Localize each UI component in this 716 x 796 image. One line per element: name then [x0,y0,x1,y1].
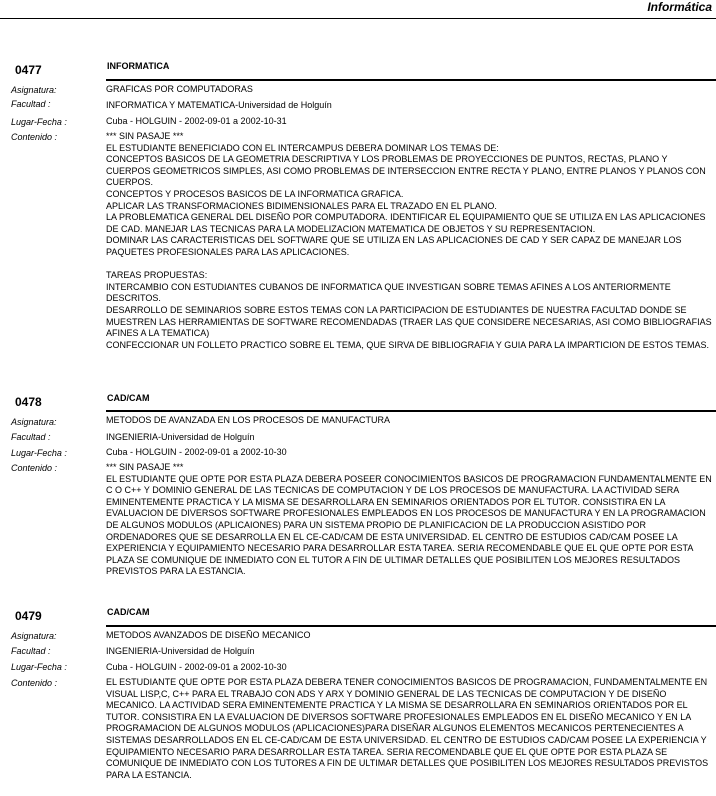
contenido-text: *** SIN PASAJE *** EL ESTUDIANTE QUE OPTE POR ESTA PLAZA DEBERA POSEER CONOCIMIENTOS BASICOS DE PROGRAMACION FUNDAMENTALMENTE EN C O C++ Y DOMINIO GENERAL DE LAS TECNICAS DE COMPUTACION Y DE LOS PROCESOS DE MANUFACTURA. LA ACTIVIDAD SERA EMINENTEMENTE PRACTICA Y LA MISMA SE DESARROLLARA EN SEMINARIOS ORIENTADOS POR EL TUTOR. CONSISTIRA EN LA EVALUACION DE DIVERSOS SOFTWARE PROFESIONALES EMPLEADOS EN LOS PROCESOS DE MANUFACTURA Y EN LA PROGRAMACION DE ALGUNOS MODULOS (APLICAIONES) PARA UN SISTEMA PROPIO DE PLANIFICACION DE LA PRODUCCION ASISTIDO POR ORDENADORES QUE SE DESARROLLA EN EL CE-CAD/CAM DE ESTA UNIVERSIDAD. EL CENTRO DE ESTUDIOS CAD/CAM POSEE LA EXPERIENCIA Y EQUIPAMIENTO NECESARIO PARA DESARROLLAR ESTA TAREA. SERIA RECOMENDABLE QUE EL QUE OPTE POR ESTA PLAZA SE COMUNIQUE DE INMEDIATO CON EL TUTOR A FIN DE ULTIMAR DETALLES QUE POSIBILITEN LOS MEJORES RESULTADOS PREVISTOS PARA LA ESTANCIA. [106,462,712,577]
lugar-fecha-value: Cuba - HOLGUIN - 2002-09-01 a 2002-10-30 [106,447,287,457]
lugar-fecha-label: Lugar-Fecha : [11,448,67,458]
entry-divider [106,410,716,412]
lugar-fecha-value: Cuba - HOLGUIN - 2002-09-01 a 2002-10-30 [106,662,287,672]
contenido-label: Contenido : [11,678,58,688]
header-divider [0,18,716,19]
asignatura-label: Asignatura: [11,85,57,95]
contenido-text: EL ESTUDIANTE QUE OPTE POR ESTA PLAZA DEBERA TENER CONOCIMIENTOS BASICOS DE PROGRAMACION, FUNDAMENTALMENTE EN VISUAL LISP,C, C++ PARA EL TRABAJO CON ADS Y ARX Y DOMINIO GENERAL DE LAS TECNICAS DE COMPUTACION Y DE DISEÑO MECANICO. LA ACTIVIDAD SERA EMINENTEMENTE PRACTICA Y LA MISMA SE DESARROLLARA EN SEMINARIOS ORIENTADOS POR EL TUTOR. CONSISTIRA EN LA EVALUACION DE DIVERSOS SOFTWARE PROFESIONALES EMPLEADOS EN EL DISEÑO MECANICO Y EN LA PROGRAMACION DE ALGUNOS MODULOS (APLICACIONES)PARA DISEÑAR ALGUNOS ELEMENTOS MECANICOS PERTENECIENTES A SISTEMAS DESARROLLADOS EN EL CE-CAD/CAM DE ESTA UNIVERSIDAD. EL CENTRO DE ESTUDIOS CAD/CAM POSEE LA EXPERIENCIA Y EQUIPAMIENTO NECESARIO PARA DESARROLLAR ESTA TAREA. SERIA RECOMENDABLE QUE EL QUE OPTE POR ESTA PLAZA SE COMUNIQUE DE INMEDIATO CON LOS TUTORES A FIN DE ULTIMAR DETALLES QUE POSIBILITEN LOS MEJORES RESULTADOS PREVISTOS PARA LA ESTANCIA. [106,677,709,780]
entry-area: CAD/CAM [107,393,150,403]
entry-divider [106,625,716,627]
entry-code: 0479 [15,609,42,623]
lugar-fecha-label: Lugar-Fecha : [11,662,67,672]
entry-code: 0477 [15,63,42,77]
contenido-label: Contenido : [11,132,58,142]
asignatura-label: Asignatura: [11,417,57,427]
asignatura-value: METODOS DE AVANZADA EN LOS PROCESOS DE MANUFACTURA [106,415,391,425]
entry-divider [106,79,716,81]
asignatura-value: GRAFICAS POR COMPUTADORAS [106,84,253,94]
asignatura-label: Asignatura: [11,631,57,641]
entry-area: CAD/CAM [107,607,150,617]
lugar-fecha-label: Lugar-Fecha : [11,117,67,127]
facultad-label: Facultad : [11,646,51,656]
facultad-label: Facultad : [11,99,51,109]
contenido-label: Contenido : [11,463,58,473]
facultad-value: INGENIERIA-Universidad de Holguín [106,432,255,442]
facultad-value: INGENIERIA-Universidad de Holguín [106,646,255,656]
facultad-label: Facultad : [11,432,51,442]
contenido-text: *** SIN PASAJE *** EL ESTUDIANTE BENEFICIADO CON EL INTERCAMPUS DEBERA DOMINAR LOS TEMAS DE: CONCEPTOS BASICOS DE LA GEOMETRIA DESCRIPTIVA Y LOS PROBLEMAS DE PROYECCIONES DE PUNTOS, RECTAS, PLANO Y CUERPOS GEOMETRICOS SIMPLES, ASI COMO PROBLEMAS DE INTERSECCION ENTRE RECTA Y PLANO, ENTRE PLANOS Y PLANOS CON CUERPOS. CONCEPTOS Y PROCESOS BASICOS DE LA INFORMATICA GRAFICA. APLICAR LAS TRANSFORMACIONES BIDIMENSIONALES PARA EL TRAZADO EN EL PLANO. LA PROBLEMATICA GENERAL DEL DISEÑO POR COMPUTADORA. IDENTIFICAR EL EQUIPAMIENTO QUE SE UTILIZA EN LAS APLICACIONES DE CAD. MANEJAR LAS TECNICAS PARA LA MODELIZACION MATEMATICA DE OBJETOS Y SU REPRESENTACION. DOMINAR LAS CARACTERISTICAS DEL SOFTWARE QUE SE UTILIZA EN LAS APLICACIONES DE CAD Y SER CAPAZ DE MANEJAR LOS PAQUETES PROFESIONALES PARA LAS APLICACIONES. TAREAS PROPUESTAS: INTERCAMBIO CON ESTUDIANTES CUBANOS DE INFORMATICA QUE INVESTIGAN SOBRE TEMAS AFINES A LOS ANTERIORMENTE DESCRITOS. DESARROLLO DE SEMINARIOS SOBRE ESTOS TEMAS CON LA PARTICIPACION DE ESTUDIANTES DE NUESTRA FACULTAD DONDE SE MUESTREN LAS HERRAMIENTAS DE SOFTWARE RECOMENDADAS (TRAER LAS QUE CONSIDERE NECESARIAS, ASI COMO BIBLIOGRAFIAS AFINES A LA TEMATICA) CONFECCIONAR UN FOLLETO PRACTICO SOBRE EL TEMA, QUE SIRVA DE BIBLIOGRAFIA Y GUIA PARA LA IMPARTICION DE ESTOS TEMAS. [106,131,712,350]
page-title: Informática [647,0,712,14]
lugar-fecha-value: Cuba - HOLGUIN - 2002-09-01 a 2002-10-31 [106,116,287,126]
asignatura-value: METODOS AVANZADOS DE DISEÑO MECANICO [106,630,311,640]
facultad-value: INFORMATICA Y MATEMATICA-Universidad de Holguín [106,100,332,110]
entry-code: 0478 [15,395,42,409]
entry-area: INFORMATICA [107,61,170,71]
